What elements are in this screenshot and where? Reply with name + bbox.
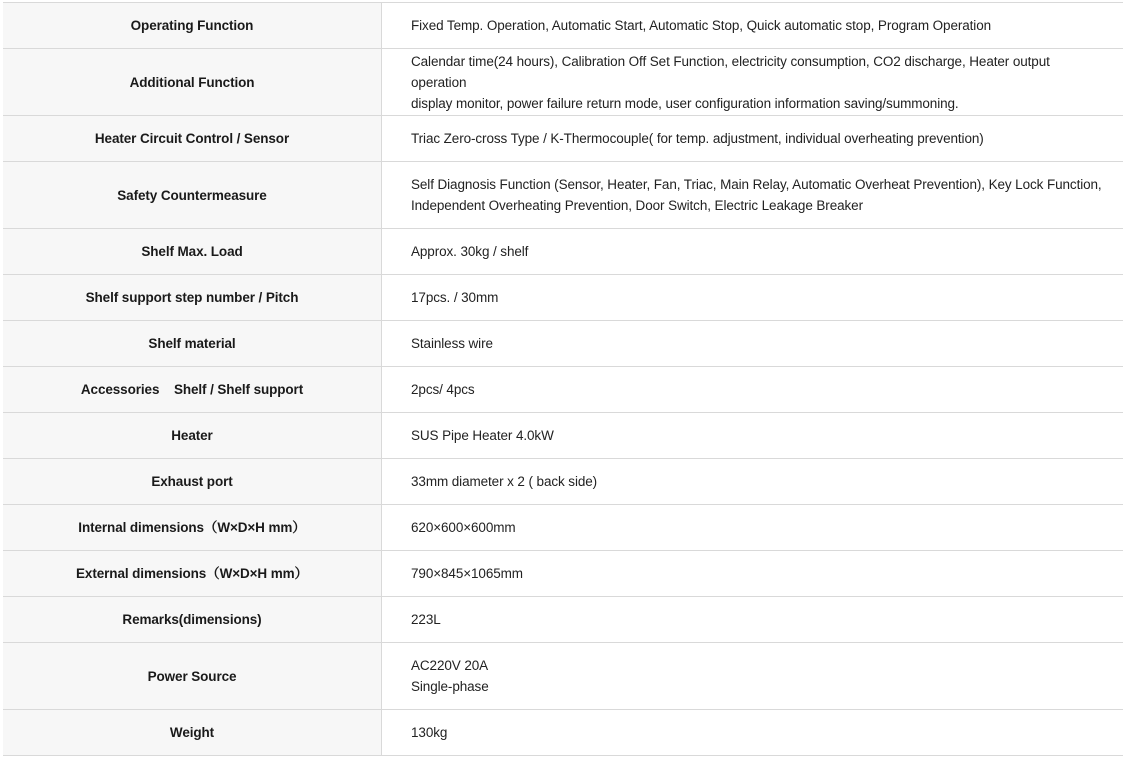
spec-label: Remarks(dimensions) <box>3 597 382 643</box>
spec-value-line: Single-phase <box>411 679 489 694</box>
spec-value <box>382 3 1124 49</box>
spec-row-shelf-support-step <box>3 275 1123 321</box>
spec-value-line: Self Diagnosis Function (Sensor, Heater, Fan, Triac, Main Relay, Automatic Overheat Prevention), Key Lock Function, <box>411 177 1102 192</box>
spec-label: Safety Countermeasure <box>3 162 382 229</box>
spec-value <box>382 229 1124 275</box>
spec-label: External dimensions（W×D×H mm） <box>3 551 382 597</box>
spec-label: Heater <box>3 413 382 459</box>
spec-row-internal-dimensions <box>3 505 1123 551</box>
spec-value-line: Approx. 30kg / shelf <box>411 244 529 259</box>
spec-value <box>382 459 1124 505</box>
spec-label: Additional Function <box>3 49 382 116</box>
spec-row-shelf-max-load <box>3 229 1123 275</box>
spec-row-additional-function <box>3 49 1123 116</box>
spec-label: Accessories Shelf / Shelf support <box>3 367 382 413</box>
spec-value <box>382 275 1124 321</box>
spec-value-line: Stainless wire <box>411 336 493 351</box>
spec-value-line: Calendar time(24 hours), Calibration Off Set Function, electricity consumption, CO2 discharge, Heater output operation <box>411 53 1050 90</box>
spec-label: Power Source <box>3 643 382 710</box>
spec-row-operating-function <box>3 3 1123 49</box>
spec-value-line: 620×600×600mm <box>411 520 516 535</box>
spec-value-line: AC220V 20A <box>411 658 489 673</box>
spec-value-line: 223L <box>411 612 441 627</box>
spec-value <box>382 551 1124 597</box>
spec-value <box>382 321 1124 367</box>
spec-value <box>382 367 1124 413</box>
spec-value-line: 17pcs. / 30mm <box>411 290 499 305</box>
spec-row-accessories <box>3 367 1123 413</box>
spec-row-remarks <box>3 597 1123 643</box>
spec-value <box>382 49 1124 116</box>
spec-value-line: 790×845×1065mm <box>411 566 523 581</box>
spec-value <box>382 116 1124 162</box>
spec-value-line: 130kg <box>411 725 448 740</box>
spec-label: Shelf Max. Load <box>3 229 382 275</box>
spec-label: Shelf support step number / Pitch <box>3 275 382 321</box>
spec-value-line: Fixed Temp. Operation, Automatic Start, Automatic Stop, Quick automatic stop, Program Operation <box>411 18 992 33</box>
spec-row-heater-circuit-control <box>3 116 1123 162</box>
spec-row-exhaust-port <box>3 459 1123 505</box>
spec-row-safety-countermeasure <box>3 162 1123 229</box>
spec-label: Exhaust port <box>3 459 382 505</box>
spec-table-body <box>3 3 1123 756</box>
spec-label: Shelf material <box>3 321 382 367</box>
spec-row-shelf-material <box>3 321 1123 367</box>
spec-row-weight <box>3 710 1123 756</box>
spec-value-line: display monitor, power failure return mode, user configuration information saving/summoning. <box>411 95 959 111</box>
spec-row-external-dimensions <box>3 551 1123 597</box>
spec-value <box>382 413 1124 459</box>
spec-value-line: SUS Pipe Heater 4.0kW <box>411 428 554 443</box>
spec-value-line: 33mm diameter x 2 ( back side) <box>411 474 598 489</box>
spec-label: Operating Function <box>3 3 382 49</box>
spec-label: Heater Circuit Control / Sensor <box>3 116 382 162</box>
spec-value-line: Triac Zero-cross Type / K-Thermocouple( for temp. adjustment, individual overheating prevention) <box>411 131 984 146</box>
spec-value <box>382 505 1124 551</box>
spec-value-line: 2pcs/ 4pcs <box>411 382 475 397</box>
spec-value <box>382 710 1124 756</box>
spec-value <box>382 643 1124 710</box>
spec-value <box>382 597 1124 643</box>
spec-value-line: Independent Overheating Prevention, Door Switch, Electric Leakage Breaker <box>411 198 863 213</box>
spec-table <box>3 2 1123 756</box>
spec-value <box>382 162 1124 229</box>
spec-row-power-source <box>3 643 1123 710</box>
spec-row-heater <box>3 413 1123 459</box>
spec-label: Internal dimensions（W×D×H mm） <box>3 505 382 551</box>
spec-label: Weight <box>3 710 382 756</box>
